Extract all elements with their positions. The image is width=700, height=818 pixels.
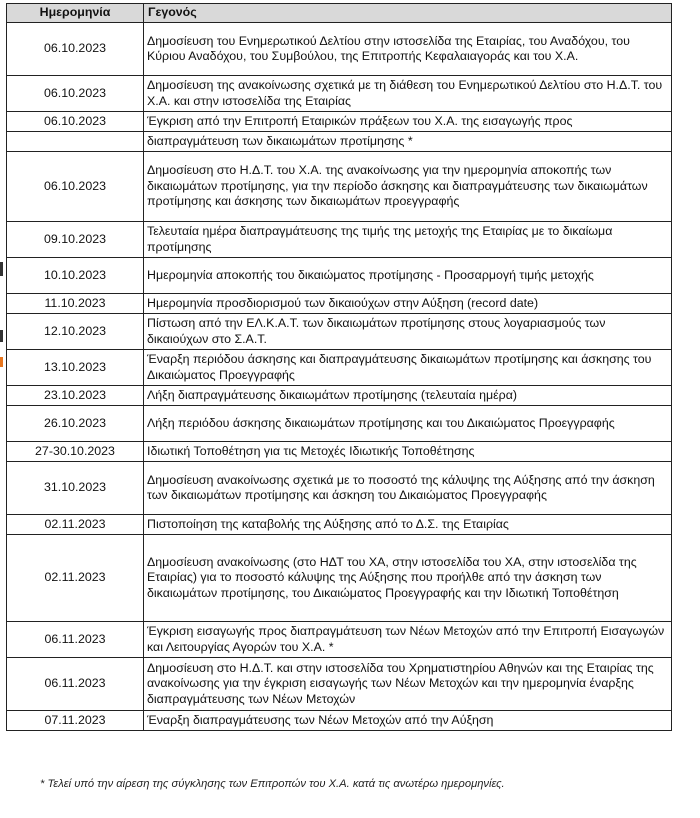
schedule-table-wrapper <box>6 3 671 731</box>
event-cell: Λήξη περιόδου άσκησης δικαιωμάτων προτίμησης και του Δικαιώματος Προεγγραφής <box>144 406 672 442</box>
event-cell: Δημοσίευση της ανακοίνωσης σχετικά με τη διάθεση του Ενημερωτικού Δελτίου στο Η.Δ.Τ. του Χ.Α. και στην ιστοσελίδα της Εταιρίας <box>144 76 672 112</box>
table-row <box>7 442 672 462</box>
table-row <box>7 76 672 112</box>
date-cell: 26.10.2023 <box>7 406 144 442</box>
event-cell: Δημοσίευση στο Η.Δ.Τ. του Χ.Α. της ανακοίνωσης για την ημερομηνία αποκοπής των δικαιωμάτων προτίμησης, για την περίοδο άσκησης και διαπραγμάτευσης των δικαιωμάτων προτίμησης και άσκησης των δικαιωμάτων προεγγραφής <box>144 152 672 222</box>
table-row <box>7 386 672 406</box>
table-row <box>7 132 672 152</box>
date-cell <box>7 132 144 152</box>
event-cell: Έγκριση εισαγωγής προς διαπραγμάτευση των Νέων Μετοχών από την Επιτροπή Εισαγωγών και Λειτουργίας Αγορών του Χ.Α. * <box>144 622 672 658</box>
event-cell: διαπραγμάτευση των δικαιωμάτων προτίμησης * <box>144 132 672 152</box>
table-row <box>7 23 672 76</box>
event-cell: Δημοσίευση ανακοίνωσης (στο ΗΔΤ του ΧΑ, στην ιστοσελίδα του ΧΑ, στην ιστοσελίδα της Εταιρίας) για το ποσοστό κάλυψης της Αύξησης που προήλθε από την άσκηση των δικαιωμάτων προτίμησης, του Δικαιώματος Προεγγραφής και την Ιδιωτική Τοποθέτηση <box>144 535 672 622</box>
table-row <box>7 314 672 350</box>
event-cell: Πίστωση από την ΕΛ.Κ.Α.Τ. των δικαιωμάτων προτίμησης στους λογαριασμούς των δικαιούχων στο Σ.Α.Τ. <box>144 314 672 350</box>
footnote: * Τελεί υπό την αίρεση της σύγκλησης των Επιτροπών του Χ.Α. κατά τις ανωτέρω ημερομηνίες. <box>40 778 505 790</box>
date-cell: 06.10.2023 <box>7 112 144 132</box>
date-cell: 06.11.2023 <box>7 622 144 658</box>
table-row <box>7 350 672 386</box>
event-cell: Δημοσίευση ανακοίνωσης σχετικά με το ποσοστό της κάλυψης της Αύξησης από την άσκηση των δικαιωμάτων προτίμησης και άσκηση του Δικαιώματος Προεγγραφής <box>144 462 672 515</box>
event-cell: Έγκριση από την Επιτροπή Εταιρικών πράξεων του Χ.Α. της εισαγωγής προς <box>144 112 672 132</box>
table-row <box>7 258 672 294</box>
event-cell: Τελευταία ημέρα διαπραγμάτευσης της τιμής της μετοχής της Εταιρίας με το δικαίωμα προτίμησης <box>144 222 672 258</box>
table-header-row <box>7 4 672 23</box>
table-row <box>7 622 672 658</box>
date-cell: 11.10.2023 <box>7 294 144 314</box>
margin-mark <box>0 262 3 276</box>
event-cell: Δημοσίευση στο Η.Δ.Τ. και στην ιστοσελίδα του Χρηματιστηρίου Αθηνών και της Εταιρίας της ανακοίνωσης για την έγκριση εισαγωγής των Νέων Μετοχών και την ημερομηνία έναρξης διαπραγμάτευσης των Νέων Μετοχών <box>144 658 672 711</box>
header-event: Γεγονός <box>144 4 672 23</box>
event-cell: Πιστοποίηση της καταβολής της Αύξησης από το Δ.Σ. της Εταιρίας <box>144 515 672 535</box>
table-row <box>7 535 672 622</box>
margin-mark-orange <box>0 357 3 367</box>
schedule-table <box>6 3 672 731</box>
event-cell: Ημερομηνία αποκοπής του δικαιώματος προτίμησης - Προσαρμογή τιμής μετοχής <box>144 258 672 294</box>
table-row <box>7 294 672 314</box>
table-row <box>7 112 672 132</box>
event-cell: Λήξη διαπραγμάτευσης δικαιωμάτων προτίμησης (τελευταία ημέρα) <box>144 386 672 406</box>
date-cell: 06.10.2023 <box>7 23 144 76</box>
event-cell: Δημοσίευση του Ενημερωτικού Δελτίου στην ιστοσελίδα της Εταιρίας, του Αναδόχου, του Κύριου Αναδόχου, του Συμβούλου, της Επιτροπής Κεφαλαιαγοράς και του Χ.Α. <box>144 23 672 76</box>
date-cell: 07.11.2023 <box>7 711 144 731</box>
date-cell: 12.10.2023 <box>7 314 144 350</box>
margin-mark <box>0 330 3 342</box>
table-row <box>7 711 672 731</box>
date-cell: 23.10.2023 <box>7 386 144 406</box>
table-row <box>7 462 672 515</box>
date-cell: 10.10.2023 <box>7 258 144 294</box>
event-cell: Έναρξη περιόδου άσκησης και διαπραγμάτευσης δικαιωμάτων προτίμησης και άσκησης του Δικαιώματος Προεγγραφής <box>144 350 672 386</box>
date-cell: 09.10.2023 <box>7 222 144 258</box>
date-cell: 06.10.2023 <box>7 76 144 112</box>
table-row <box>7 222 672 258</box>
event-cell: Ιδιωτική Τοποθέτηση για τις Μετοχές Ιδιωτικής Τοποθέτησης <box>144 442 672 462</box>
event-cell: Έναρξη διαπραγμάτευσης των Νέων Μετοχών από την Αύξηση <box>144 711 672 731</box>
date-cell: 02.11.2023 <box>7 535 144 622</box>
date-cell: 27-30.10.2023 <box>7 442 144 462</box>
event-cell: Ημερομηνία προσδιορισμού των δικαιούχων στην Αύξηση (record date) <box>144 294 672 314</box>
date-cell: 06.11.2023 <box>7 658 144 711</box>
table-row <box>7 515 672 535</box>
table-row <box>7 152 672 222</box>
table-row <box>7 658 672 711</box>
date-cell: 13.10.2023 <box>7 350 144 386</box>
date-cell: 02.11.2023 <box>7 515 144 535</box>
header-date: Ημερομηνία <box>7 4 144 23</box>
date-cell: 06.10.2023 <box>7 152 144 222</box>
table-row <box>7 406 672 442</box>
date-cell: 31.10.2023 <box>7 462 144 515</box>
